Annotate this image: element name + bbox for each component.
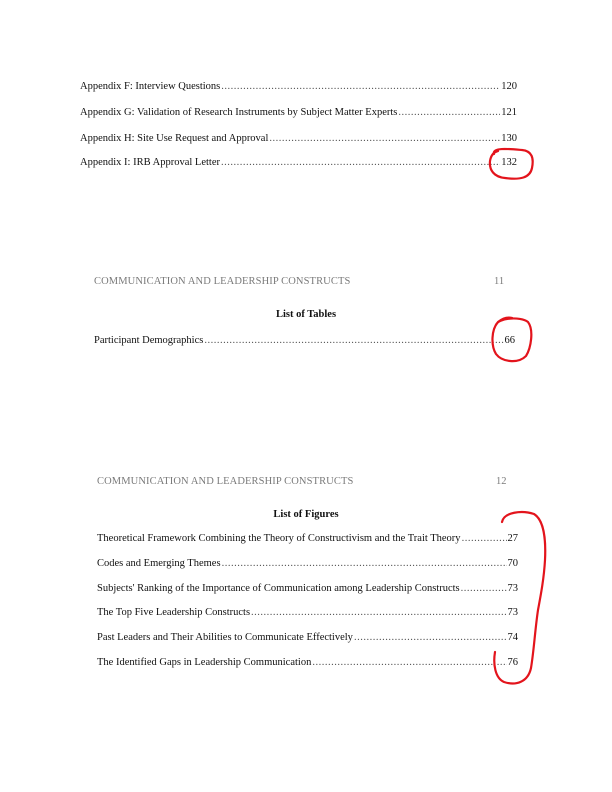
toc-entry-page: 121 <box>501 107 517 118</box>
toc-entry-label: Past Leaders and Their Abilities to Communicate Effectively <box>97 632 353 643</box>
toc-entry-page: 73 <box>507 607 518 618</box>
toc-entry-label: Subjects' Ranking of the Importance of Communication among Leadership Constructs <box>97 583 460 594</box>
dot-leader <box>354 631 507 645</box>
running-head: COMMUNICATION AND LEADERSHIP CONSTRUCTS <box>94 276 351 287</box>
toc-entry-figure <box>97 631 518 645</box>
running-page-number: 11 <box>494 276 505 287</box>
dot-leader <box>204 334 503 348</box>
toc-entry-label: Appendix H: Site Use Request and Approval <box>80 133 269 144</box>
toc-entry-page: 120 <box>501 81 517 92</box>
toc-entry-figure <box>97 532 518 546</box>
toc-entry-page: 74 <box>507 632 518 643</box>
toc-entry-figure <box>97 656 518 670</box>
toc-entry-figure <box>97 557 518 571</box>
toc-entry-page: 73 <box>507 583 518 594</box>
toc-entry-page: 76 <box>507 657 518 668</box>
toc-entry-figure <box>97 582 518 596</box>
toc-entry-appendix-f <box>80 80 517 94</box>
toc-entry-table <box>94 334 515 348</box>
toc-entry-appendix-h <box>80 132 517 146</box>
list-of-tables-heading: List of Tables <box>275 309 337 320</box>
toc-entry-page: 70 <box>507 558 518 569</box>
toc-entry-page: 130 <box>501 133 517 144</box>
running-head: COMMUNICATION AND LEADERSHIP CONSTRUCTS <box>97 476 354 487</box>
toc-entry-label: The Top Five Leadership Constructs <box>97 607 251 618</box>
toc-entry-figure <box>97 606 518 620</box>
toc-entry-label: Theoretical Framework Combining the Theory of Constructivism and the Trait Theory <box>97 533 461 544</box>
toc-entry-label: Participant Demographics <box>94 335 204 346</box>
dot-leader <box>461 582 507 596</box>
dot-leader <box>462 532 507 546</box>
toc-entry-page: 66 <box>504 335 515 346</box>
toc-entry-label: Appendix I: IRB Approval Letter <box>80 157 220 168</box>
list-of-figures-heading: List of Figures <box>273 509 339 520</box>
toc-entry-appendix-g <box>80 106 517 120</box>
dot-leader <box>269 132 500 146</box>
toc-entry-label: Appendix G: Validation of Research Instruments by Subject Matter Experts <box>80 107 398 118</box>
toc-entry-appendix-i <box>80 156 517 170</box>
toc-entry-label: Codes and Emerging Themes <box>97 558 221 569</box>
dot-leader <box>221 156 500 170</box>
toc-entry-label: The Identified Gaps in Leadership Communication <box>97 657 312 668</box>
dot-leader <box>312 656 506 670</box>
dot-leader <box>222 557 507 571</box>
dot-leader <box>398 106 500 120</box>
toc-entry-page: 27 <box>507 533 518 544</box>
toc-entry-label: Appendix F: Interview Questions <box>80 81 221 92</box>
toc-entry-page: 132 <box>501 157 517 168</box>
dot-leader <box>221 80 500 94</box>
dot-leader <box>251 606 506 620</box>
running-page-number: 12 <box>496 476 507 487</box>
